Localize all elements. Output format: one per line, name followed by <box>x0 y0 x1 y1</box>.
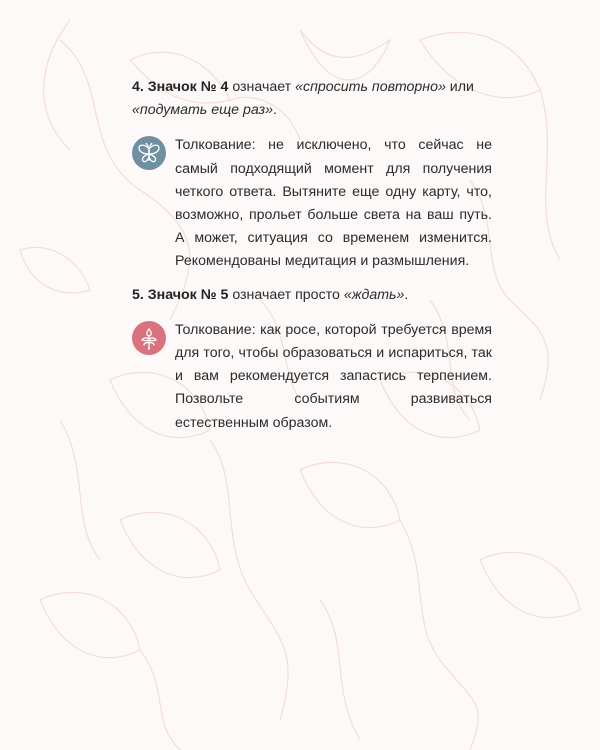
item-5-quote: «ждать» <box>343 286 405 303</box>
item-5-number: 5. Значок № 5 <box>132 286 229 303</box>
item-4-interpretation <box>132 134 492 273</box>
item-5-end: . <box>404 286 409 303</box>
item-4-number: 4. Значок № 4 <box>132 79 229 95</box>
dewdrop-icon <box>132 321 166 355</box>
item-4-quote-1: «спросить повторно» <box>295 79 446 95</box>
item-4-connector: или <box>445 79 474 95</box>
item-4-text: означает <box>228 79 296 95</box>
item-5-interpretation <box>132 319 492 435</box>
item-4-end: . <box>272 102 277 119</box>
text-column <box>132 76 492 435</box>
item-5-heading <box>132 284 492 307</box>
item-4-interpretation-text: Толкование: не исключено, что сейчас не самый подходящий момент для получения четкого ответа. Вытяните еще одну карту, что, возможно, прольет больше света на ваш путь. А может, ситуация со временем изменится. Рекомендованы медитация и размышления. <box>175 137 492 270</box>
item-5-text: означает просто <box>228 286 344 303</box>
butterfly-icon <box>132 136 166 170</box>
item-4-quote-2: «подумать еще раз» <box>132 102 273 119</box>
item-4-heading <box>132 76 492 122</box>
item-5-interpretation-text: Толкование: как росе, которой требуется время для того, чтобы образоваться и испариться, так и вам рекомендуется запастись терпением. Позвольте событиям развиваться естественным образом. <box>175 321 492 431</box>
